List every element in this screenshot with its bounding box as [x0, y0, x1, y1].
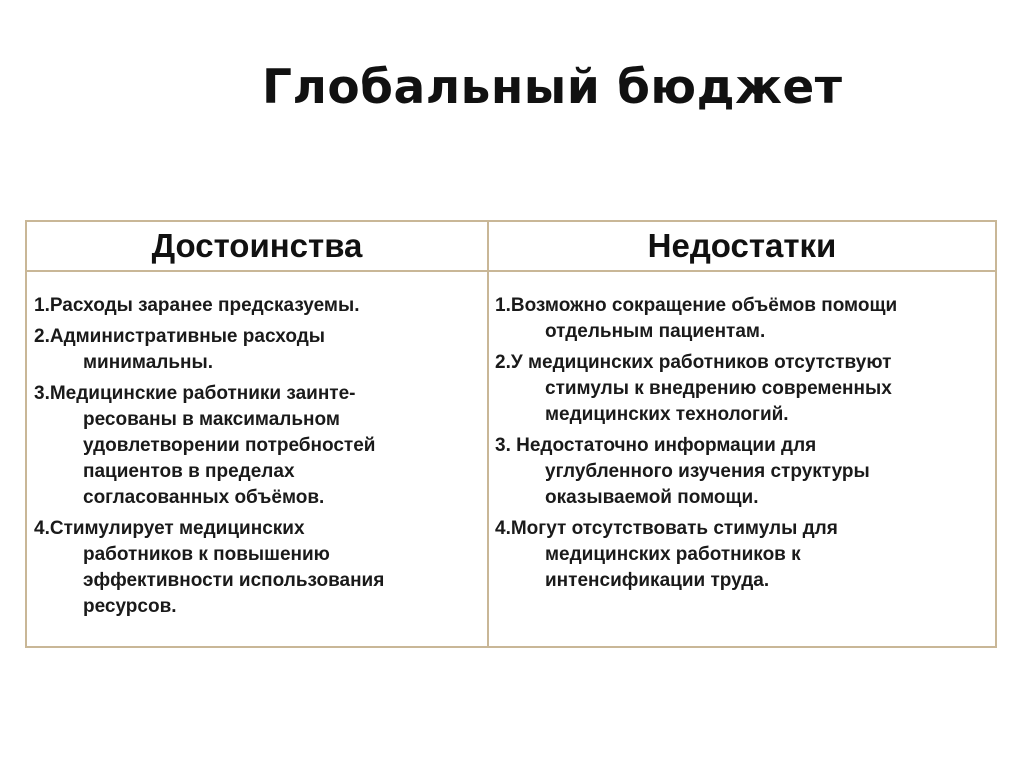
disadvantage-item-2	[495, 350, 985, 428]
advantage-item-2-line-2: минимальны.	[83, 352, 213, 373]
disadvantage-item-4-line-2: медицинских работников к	[545, 544, 801, 565]
disadvantage-item-3	[495, 433, 985, 511]
disadvantage-item-2-line-1: 2.У медицинских работников отсутствуют	[495, 352, 892, 373]
disadvantage-item-4-line-1: 4.Могут отсутствовать стимулы для	[495, 518, 838, 539]
advantage-item-1	[34, 293, 477, 319]
disadvantage-item-1-line-1: 1.Возможно сокращение объёмов помощи	[495, 295, 898, 316]
disadvantage-item-3-line-3: оказываемой помощи.	[545, 487, 759, 508]
disadvantage-item-1	[495, 293, 985, 345]
disadvantage-item-3-line-2: углубленного изучения структуры	[545, 461, 870, 482]
advantage-item-3-line-5: согласованных объёмов.	[83, 487, 325, 508]
advantage-item-4-line-3: эффективности использования	[83, 570, 385, 591]
slide-title: Глобальный бюджет	[262, 60, 843, 115]
advantages-list	[27, 272, 489, 646]
advantage-item-4-line-4: ресурсов.	[83, 596, 177, 617]
advantage-item-1-line-1: 1.Расходы заранее предсказуемы.	[34, 295, 360, 316]
advantage-item-3	[34, 381, 477, 511]
disadvantage-item-4-line-3: интенсификации труда.	[545, 570, 770, 591]
advantage-item-4	[34, 516, 477, 620]
advantage-item-4-line-1: 4.Стимулирует медицинских	[34, 518, 305, 539]
disadvantage-item-1-line-2: отдельным пациентам.	[545, 321, 766, 342]
comparison-table	[25, 220, 997, 648]
advantages-header: Достоинства	[27, 222, 489, 272]
advantage-item-3-line-3: удовлетворении потребностей	[83, 435, 376, 456]
advantage-item-3-line-4: пациентов в пределах	[83, 461, 295, 482]
advantage-item-4-line-2: работников к повышению	[83, 544, 330, 565]
disadvantages-header: Недостатки	[489, 222, 995, 272]
disadvantages-list	[489, 272, 995, 646]
disadvantage-item-2-line-2: стимулы к внедрению современных	[545, 378, 892, 399]
advantage-item-2	[34, 324, 477, 376]
disadvantage-item-2-line-3: медицинских технологий.	[545, 404, 789, 425]
disadvantage-item-4	[495, 516, 985, 594]
advantage-item-2-line-1: 2.Административные расходы	[34, 326, 326, 347]
disadvantage-item-3-line-1: 3. Недостаточно информации для	[495, 435, 817, 456]
advantage-item-3-line-2: ресованы в максимальном	[83, 409, 340, 430]
advantage-item-3-line-1: 3.Медицинские работники заинте-	[34, 383, 356, 404]
